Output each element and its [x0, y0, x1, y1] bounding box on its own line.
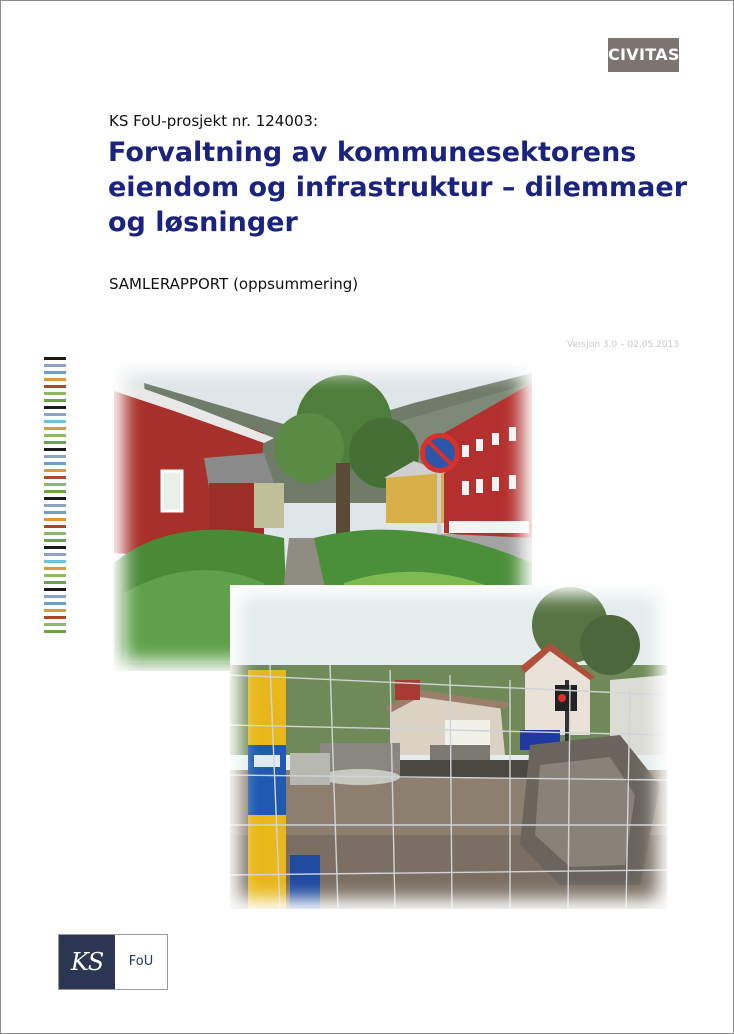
- color-stripe: [44, 476, 66, 479]
- color-stripe: [44, 595, 66, 598]
- color-stripe: [44, 469, 66, 472]
- color-stripe: [44, 448, 66, 451]
- color-stripe: [44, 616, 66, 619]
- color-stripe: [44, 455, 66, 458]
- fou-logo-text: FoU: [128, 954, 154, 969]
- report-title: Forvaltning av kommunesektorens eiendom og infrastruktur – dilemmaer og løsninger: [108, 137, 688, 238]
- color-stripe: [44, 609, 66, 612]
- color-stripe: [44, 413, 66, 416]
- ks-logo-mark: KS: [59, 935, 115, 989]
- color-stripe: [44, 630, 66, 633]
- color-stripe: [44, 497, 66, 500]
- color-stripe: [44, 357, 66, 360]
- color-stripe: [44, 427, 66, 430]
- color-stripe: [44, 567, 66, 570]
- color-stripe: [44, 525, 66, 528]
- color-stripe: [44, 553, 66, 556]
- ks-fou-logo: [58, 934, 168, 990]
- color-stripe: [44, 539, 66, 542]
- color-stripe: [44, 588, 66, 591]
- color-stripe: [44, 406, 66, 409]
- color-stripe: [44, 364, 66, 367]
- cover-photo-construction: [230, 585, 667, 909]
- color-stripe: [44, 602, 66, 605]
- color-stripe: [44, 378, 66, 381]
- report-subtitle: SAMLERAPPORT (oppsummering): [109, 275, 359, 293]
- civitas-logo: CIVITAS: [608, 38, 679, 72]
- color-stripe: [44, 441, 66, 444]
- color-stripe: [44, 483, 66, 486]
- color-stripe: [44, 518, 66, 521]
- color-stripe: [44, 511, 66, 514]
- color-stripe: [44, 504, 66, 507]
- color-stripe: [44, 462, 66, 465]
- color-stripe: [44, 371, 66, 374]
- color-stripe: [44, 532, 66, 535]
- color-stripe: [44, 420, 66, 423]
- color-stripe: [44, 581, 66, 584]
- project-number-label: KS FoU-prosjekt nr. 124003:: [109, 112, 319, 130]
- color-stripe: [44, 490, 66, 493]
- color-stripe-bar: [44, 357, 66, 637]
- color-stripe: [44, 434, 66, 437]
- color-stripe: [44, 385, 66, 388]
- color-stripe: [44, 546, 66, 549]
- color-stripe: [44, 623, 66, 626]
- version-label: Versjon 3.0 – 02.05.2013: [566, 340, 679, 350]
- color-stripe: [44, 574, 66, 577]
- color-stripe: [44, 399, 66, 402]
- color-stripe: [44, 560, 66, 563]
- color-stripe: [44, 392, 66, 395]
